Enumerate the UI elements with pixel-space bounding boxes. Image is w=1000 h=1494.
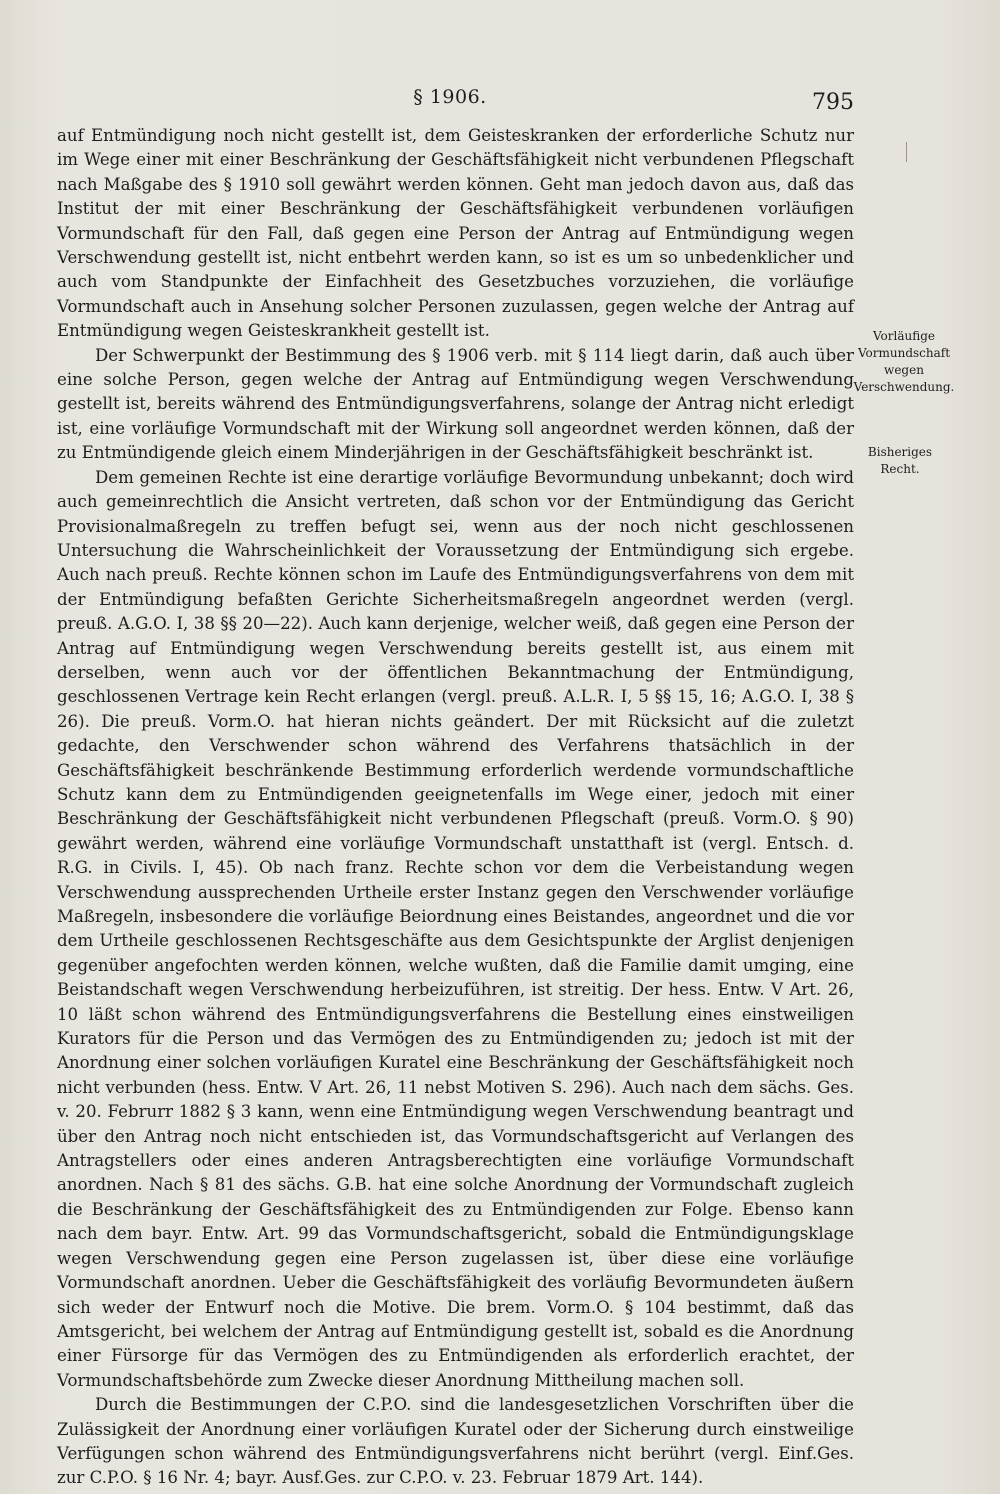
page-number: 795 <box>812 90 854 115</box>
paragraph-1: auf Entmündigung noch nicht gestellt ist, dem Geisteskranken der erforderliche Schutz nur im Wege einer mit einer Beschränkung der Geschäftsfähigkeit nicht verbundenen Pflegschaft nach Maßgabe des § 1910 soll gewährt werden können. Geht man jedoch davon aus, daß das Institut der mit einer Beschränkung der Geschäftsfähigkeit verbundenen vorläufigen Vormundschaft für den Fall, daß gegen eine Person der Antrag auf Entmündigung wegen Verschwendung gestellt ist, nicht entbehrt werden kann, so ist es um so unbedenklicher und auch vom Standpunkte der Einfachheit des Gesetzbuches vorzuziehen, die vorläufige Vormundschaft auch in Ansehung solcher Personen zuzulassen, gegen welche der Antrag auf Entmündigung wegen Geisteskrankheit gestellt ist. <box>57 126 854 341</box>
body-text <box>57 124 854 1491</box>
section-heading: § 1906. <box>413 86 487 108</box>
paragraph-2: Der Schwerpunkt der Bestimmung des § 1906 verb. mit § 114 liegt darin, daß auch über eine solche Person, gegen welche der Antrag auf Entmündigung wegen Verschwendung gestellt ist, bereits während des Entmündigungsverfahrens, solange der Antrag nicht erledigt ist, eine vorläufige Vormundschaft mit der Wirkung soll angeordnet werden können, daß der zu Entmündigende gleich einem Minderjährigen in der Geschäftsfähigkeit beschränkt ist. <box>57 345 854 463</box>
margin-note-previous-law: Bisheriges Recht. <box>867 445 933 476</box>
paragraph-4: Durch die Bestimmungen der C.P.O. sind die landesgesetzlichen Vorschriften über die Zulässigkeit der Anordnung einer vorläufigen Kuratel oder der Sicherung durch einstweilige Verfügungen schon während des Entmündigungsverfahrens nicht berührt (vergl. Einf.Ges. zur C.P.O. § 16 Nr. 4; bayr. Ausf.Ges. zur C.P.O. v. 23. Februar 1879 Art. 144). <box>57 1395 854 1488</box>
margin-line-mark <box>906 142 907 162</box>
paragraph-3: Dem gemeinen Rechte ist eine derartige vorläufige Bevormundung unbekannt; doch wird auch gemeinrechtlich die Ansicht vertreten, daß schon vor der Entmündigung das Gericht Provisionalmaßregeln zu treffen befugt sei, wenn aus der noch nicht geschlossenen Untersuchung die Wahrscheinlichkeit der Voraussetzung der Entmündigung sich ergebe. Auch nach preuß. Rechte können schon im Laufe des Entmündigungsverfahrens von dem mit der Entmündigung befaßten Gerichte Sicherheitsmaßregeln angeordnet werden (vergl. preuß. A.G.O. I, 38 §§ 20—22). Auch kann derjenige, welcher weiß, daß gegen eine Person der Antrag auf Entmündigung wegen Verschwendung bereits gestellt ist, aus einem mit derselben, wenn auch vor der öffentlichen Bekanntmachung der Entmündigung, geschlossenen Vertrage kein Recht erlangen (vergl. preuß. A.L.R. I, 5 §§ 15, 16; A.G.O. I, 38 § 26). Die preuß. Vorm.O. hat hieran nichts geändert. Der mit Rücksicht auf die zuletzt gedachte, den Verschwender schon während des Verfahrens thatsächlich in der Geschäftsfähigkeit beschränkende Bestimmung erforderlich werdende vormundschaftliche Schutz kann dem zu Entmündigenden geeignetenfalls im Wege einer, jedoch mit einer Beschränkung der Geschäftsfähigkeit nicht verbundenen Pflegschaft (preuß. Vorm.O. § 90) gewährt werden, während eine vorläufige Vormundschaft unstatthaft ist (vergl. Entsch. d. R.G. in Civils. I, 45). Ob nach franz. Rechte schon vor dem die Verbeistandung wegen Verschwendung aussprechenden Urtheile erster Instanz gegen den Verschwender vorläufige Maßregeln, insbesondere die vorläufige Beiordnung eines Beistandes, angeordnet und die vor dem Urtheile geschlossenen Rechtsgeschäfte aus dem Gesichtspunkte der Arglist denjenigen gegenüber angefochten werden können, welche wußten, daß die Familie damit umging, eine Beistandschaft wegen Verschwendung herbeizuführen, ist streitig. Der hess. Entw. V Art. 26, 10 läßt schon während des Entmündigungsverfahrens die Bestellung eines einstweiligen Kurators für die Person und das Vermögen des zu Entmündigenden zu; jedoch ist mit der Anordnung einer solchen vorläufigen Kuratel eine Beschränkung der Geschäftsfähigkeit noch nicht verbunden (hess. Entw. V Art. 26, 11 nebst Motiven S. 296). Auch nach dem sächs. Ges. v. 20. Februrr 1882 § 3 kann, wenn eine Entmündigung wegen Verschwendung beantragt und über den Antrag noch nicht entschieden ist, das Vormundschaftsgericht auf Verlangen des Antragstellers oder eines anderen Antragsberechtigten eine vorläufige Vormundschaft anordnen. Nach § 81 des sächs. G.B. hat eine solche Anordnung der Vormundschaft zugleich die Beschränkung der Geschäftsfähigkeit des zu Entmündigenden zur Folge. Ebenso kann nach dem bayr. Entw. Art. 99 das Vormundschaftsgericht, sobald die Entmündigungsklage wegen Verschwendung gegen eine Person zugelassen ist, über diese eine vorläufige Vormundschaft anordnen. Ueber die Geschäftsfähigkeit des vorläufig Bevormundeten äußern sich weder der Entwurf noch die Motive. Die brem. Vorm.O. § 104 bestimmt, daß das Amtsgericht, bei welchem der Antrag auf Entmündigung gestellt ist, sobald es die Anordnung einer Fürsorge für das Vermögen des zu Entmündigenden als erforderlich erachtet, der Vormundschaftsbehörde zum Zwecke dieser Anordnung Mittheilung machen soll. <box>57 467 854 1390</box>
margin-note-provisional-guardianship: Vorläufige Vormundschaft wegen Verschwendung. <box>853 329 955 394</box>
